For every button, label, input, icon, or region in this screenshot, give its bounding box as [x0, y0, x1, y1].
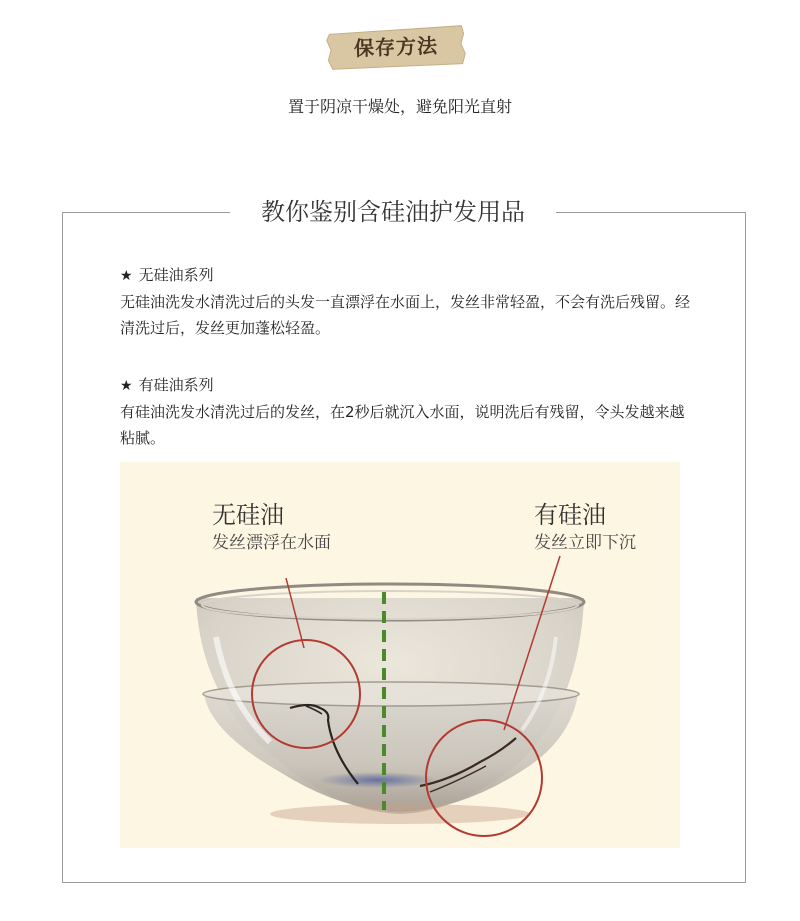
caption-title: 无硅油 [212, 501, 284, 529]
star-icon: ★ [120, 268, 133, 284]
bowl-illustration [120, 462, 680, 848]
section-title [120, 262, 690, 289]
section-title [120, 372, 690, 399]
caption-no-silicone [212, 500, 331, 556]
caption-title: 有硅油 [534, 501, 606, 529]
frame-top-line-left [62, 212, 230, 213]
storage-instruction: 置于阴凉干燥处，避免阳光直射 [287, 97, 512, 116]
section-body: 有硅油洗发水清洗过后的发丝，在2秒后就沉入水面，说明洗后有残留，令头发越来越粘腻。 [120, 403, 685, 447]
badge-label: 保存方法 [353, 33, 439, 61]
caption-with-silicone [534, 500, 636, 556]
section-with-silicone [120, 372, 690, 451]
star-icon: ★ [120, 378, 133, 394]
caption-subtitle: 发丝漂浮在水面 [212, 533, 331, 553]
section-title-text: 无硅油系列 [138, 266, 214, 284]
section-body: 无硅油洗发水清洗过后的头发一直漂浮在水面上，发丝非常轻盈，不会有洗后残留。经清洗过后，发丝更加蓬松轻盈。 [120, 293, 691, 337]
storage-badge [325, 24, 466, 71]
guide-title: 教你鉴别含硅油护发用品 [261, 198, 525, 226]
frame-top-line-right [556, 212, 745, 213]
caption-subtitle: 发丝立即下沉 [534, 533, 636, 553]
section-no-silicone [120, 262, 690, 341]
section-title-text: 有硅油系列 [138, 376, 214, 394]
